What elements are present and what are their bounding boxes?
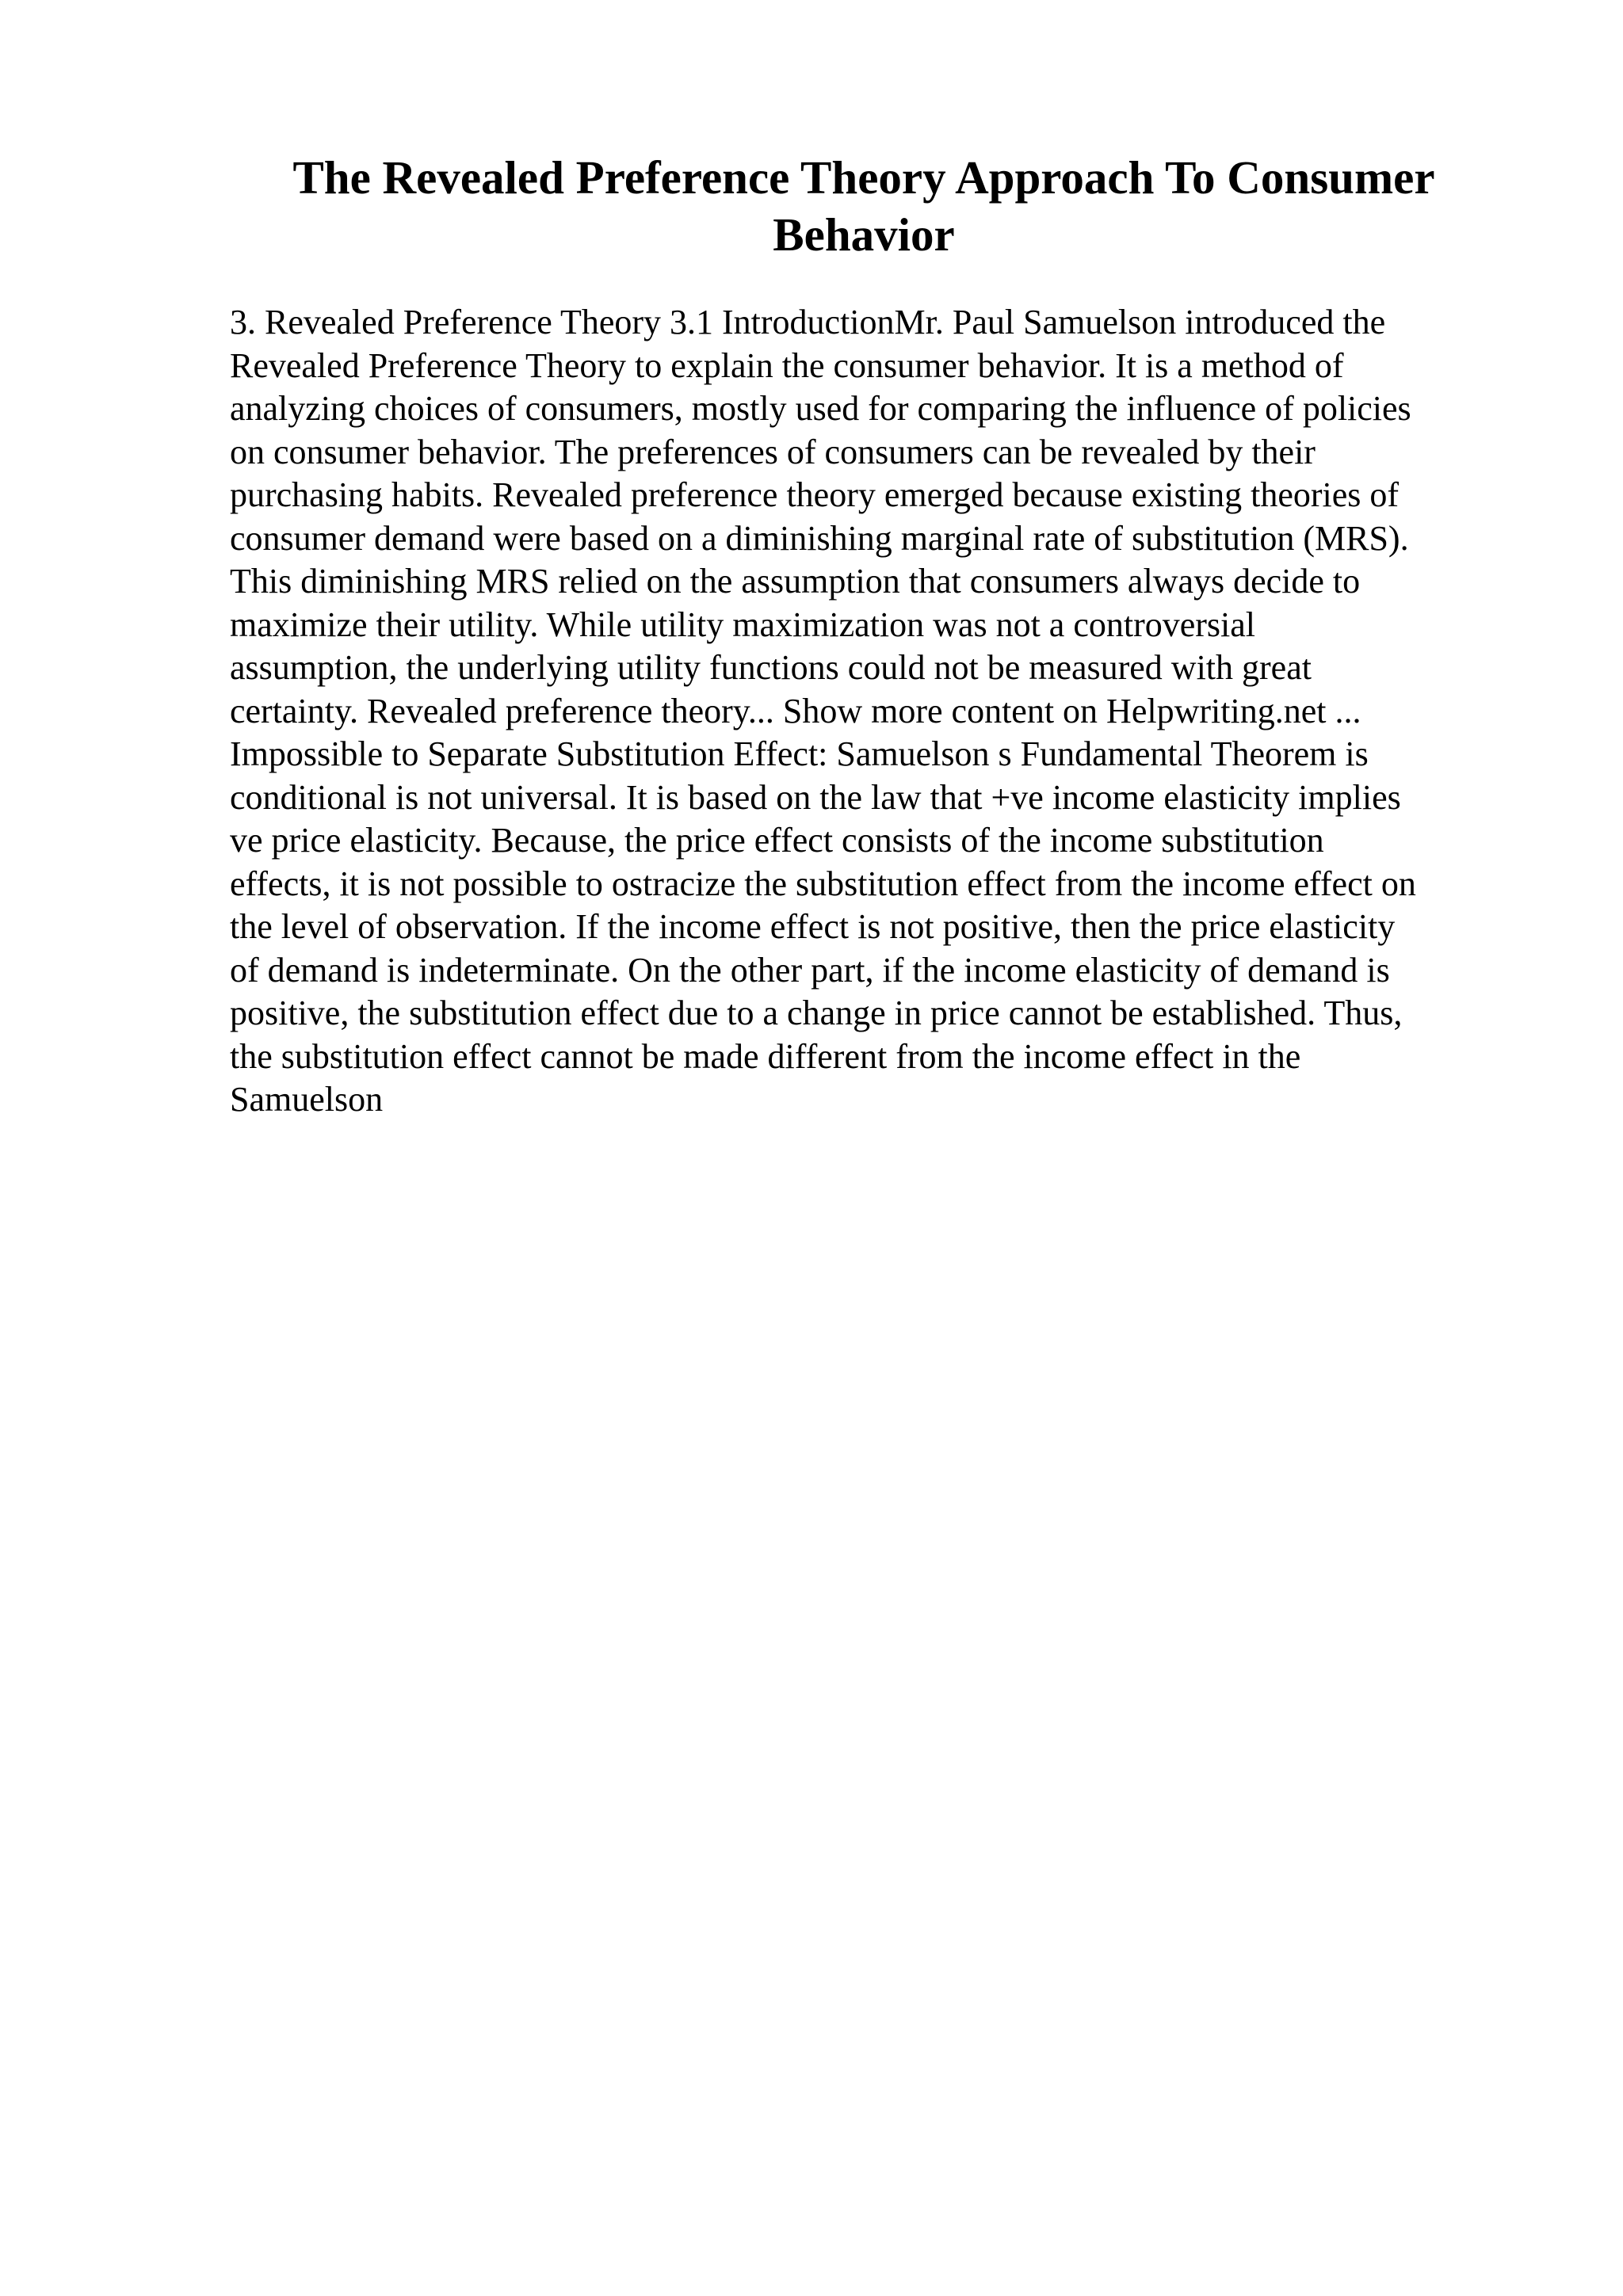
body-line: the substitution effect cannot be made different from the income effect in the xyxy=(230,1036,1301,1076)
body-line: purchasing habits. Revealed preference theory emerged because existing theories of xyxy=(230,475,1400,514)
document-body xyxy=(230,301,1506,1122)
title-line: The Revealed Preference Theory Approach To Consumer xyxy=(292,151,1435,204)
body-line: 3. Revealed Preference Theory 3.1 IntroductionMr. Paul Samuelson introduced the xyxy=(230,303,1386,341)
body-line: effects, it is not possible to ostracize the substitution effect from the income effect on xyxy=(230,864,1416,903)
document-title xyxy=(230,149,1498,263)
body-line: ve price elasticity. Because, the price effect consists of the income substitution xyxy=(230,821,1324,860)
body-line: of demand is indeterminate. On the other part, if the income elasticity of demand is xyxy=(230,950,1390,990)
body-line: Impossible to Separate Substitution Effect: Samuelson s Fundamental Theorem is xyxy=(230,734,1369,773)
body-line: maximize their utility. While utility maximization was not a controversial xyxy=(230,605,1256,644)
body-line: Revealed Preference Theory to explain the consumer behavior. It is a method of xyxy=(230,345,1344,385)
body-line: analyzing choices of consumers, mostly used for comparing the influence of policies xyxy=(230,389,1411,428)
title-line: Behavior xyxy=(773,208,955,261)
body-line: This diminishing MRS relied on the assumption that consumers always decide to xyxy=(230,562,1361,601)
body-line: certainty. Revealed preference theory... Show more content on Helpwriting.net ... xyxy=(230,691,1361,730)
body-line: positive, the substitution effect due to a change in price cannot be established. Thus, xyxy=(230,994,1403,1032)
body-line: assumption, the underlying utility functions could not be measured with great xyxy=(230,648,1312,687)
body-line: consumer demand were based on a diminishing marginal rate of substitution (MRS). xyxy=(230,518,1409,558)
body-line: on consumer behavior. The preferences of consumers can be revealed by their xyxy=(230,432,1316,471)
body-line: conditional is not universal. It is based on the law that +ve income elasticity implies xyxy=(230,777,1401,817)
body-line: the level of observation. If the income effect is not positive, then the price elasticity xyxy=(230,907,1396,946)
body-line: Samuelson xyxy=(230,1080,384,1119)
